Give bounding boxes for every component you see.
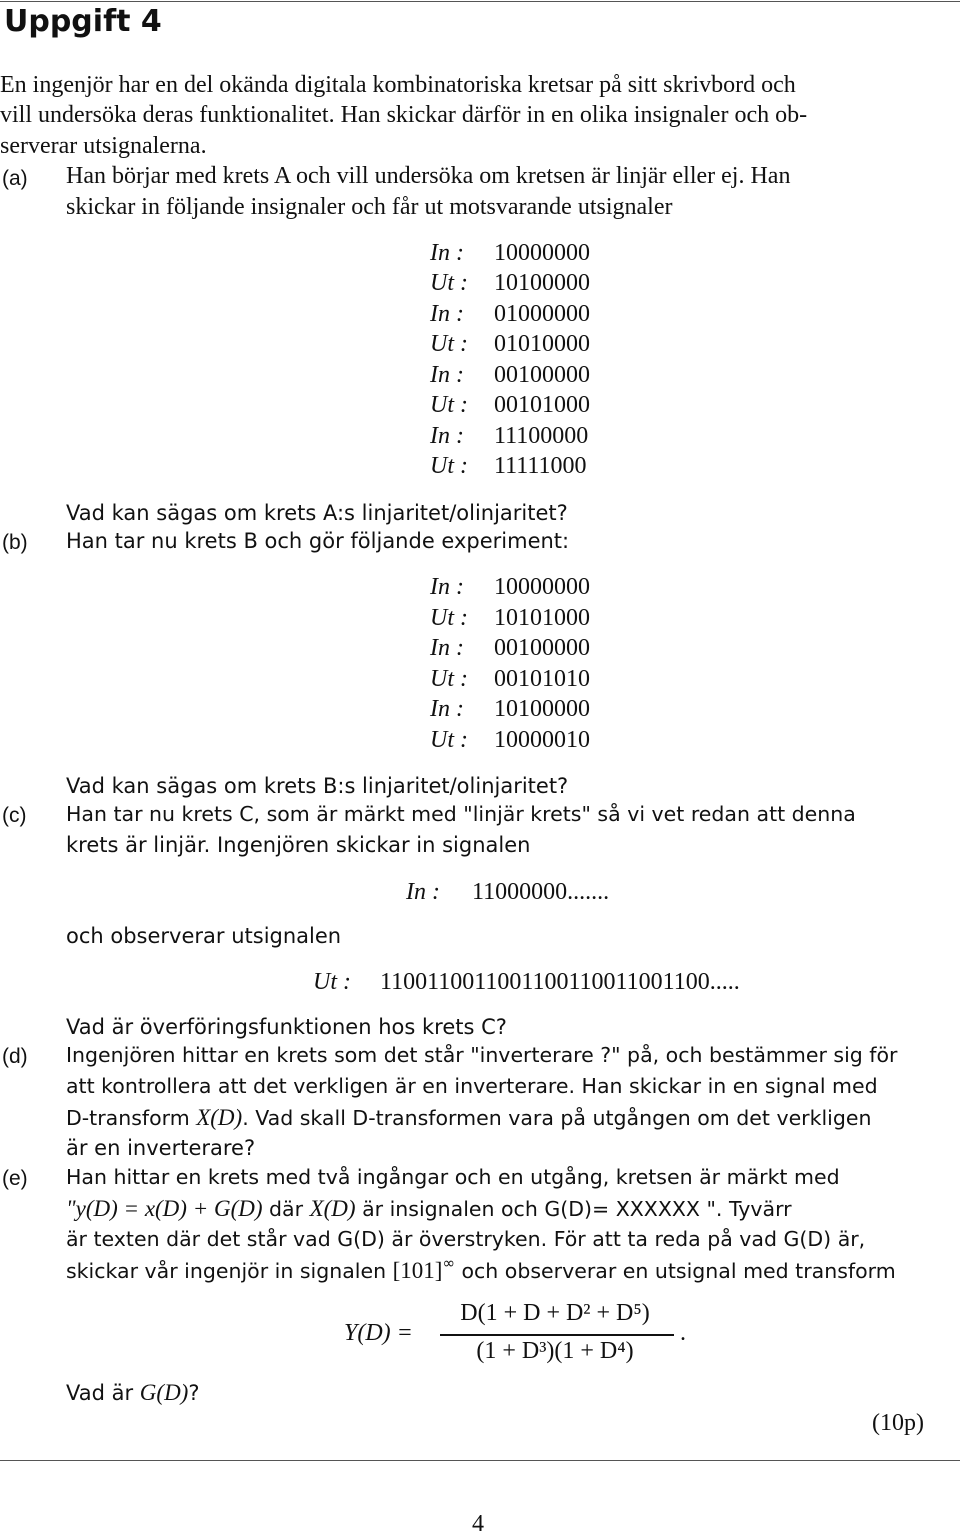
signal-value: 10000000 xyxy=(494,574,590,600)
part-e-line-2-math2: X(D) xyxy=(309,1196,356,1221)
intro-line-1: En ingenjör har en del okända digitala kombinatoriska kretsar på sitt skrivbord och xyxy=(0,72,796,98)
signal-tag: In : xyxy=(430,240,464,266)
part-c-line-1: Han tar nu krets C, som är märkt med "linjär krets" så vi vet redan att denna xyxy=(66,802,856,826)
part-a-line-1: Han börjar med krets A och vill undersöka om kretsen är linjär eller ej. Han xyxy=(66,163,791,189)
fraction-bar xyxy=(440,1334,674,1336)
part-b-label: (b) xyxy=(2,531,28,554)
part-a-label: (a) xyxy=(2,167,28,190)
part-d-line-4: är en inverterare? xyxy=(66,1136,256,1160)
signal-value: 10000010 xyxy=(494,727,590,753)
signal-value: 11100000 xyxy=(494,423,589,449)
part-a-line-2: skickar in följande insignaler och får ut motsvarande utsignaler xyxy=(66,194,673,220)
part-c-label: (c) xyxy=(2,804,27,827)
signal-tag: In : xyxy=(430,574,464,600)
top-rule xyxy=(0,1,960,2)
part-e-line-4-b: och observerar en utsignal med transform xyxy=(454,1259,896,1283)
signal-tag: Ut : xyxy=(430,727,468,753)
signal-value: 10100000 xyxy=(494,696,590,722)
signal-value: 01010000 xyxy=(494,331,590,357)
signal-tag: In : xyxy=(430,635,464,661)
part-d-line-2: att kontrollera att det verkligen är en inverterare. Han skickar in en signal med xyxy=(66,1074,878,1098)
part-e-line-2-b: är insignalen och G(D)= XXXXXX ". Tyvärr xyxy=(355,1197,792,1221)
signal-value: 01000000 xyxy=(494,301,590,327)
signal-tag: In : xyxy=(430,362,464,388)
part-d-line-1: Ingenjören hittar en krets som det står "inverterare ?" på, och bestämmer sig för xyxy=(66,1043,898,1067)
signal-value: 00100000 xyxy=(494,635,590,661)
part-c-observe: och observerar utsignalen xyxy=(66,924,342,948)
part-d-line-3-b: . Vad skall D-transformen vara på utgången om det verkligen xyxy=(242,1106,872,1130)
signal-tag: Ut : xyxy=(430,392,468,418)
part-e-label: (e) xyxy=(2,1167,28,1190)
intro-line-3: serverar utsignalerna. xyxy=(0,133,207,159)
part-b-line: Han tar nu krets B och gör följande experiment: xyxy=(66,529,570,553)
part-e-line-4-math: [101] xyxy=(392,1258,443,1283)
bottom-rule xyxy=(0,1460,960,1461)
signal-tag: Ut : xyxy=(430,331,468,357)
signal-value: 00101010 xyxy=(494,666,590,692)
page-number: 4 xyxy=(472,1511,484,1537)
part-c-line-2: krets är linjär. Ingenjören skickar in signalen xyxy=(66,833,531,857)
signal-value: 10100000 xyxy=(494,270,590,296)
points-label: (10p) xyxy=(872,1410,924,1436)
part-e-line-1: Han hittar en krets med två ingångar och en utgång, kretsen är märkt med xyxy=(66,1165,840,1189)
signal-value: 00100000 xyxy=(494,362,590,388)
equation-lhs: Y(D) = xyxy=(344,1320,413,1346)
signal-value: 00101000 xyxy=(494,392,590,418)
part-e-line-4 xyxy=(66,1254,896,1284)
part-e-line-2 xyxy=(66,1196,792,1222)
signal-tag: In : xyxy=(430,423,464,449)
signal-value: 10101000 xyxy=(494,605,590,631)
part-e-line-4-a: skickar vår ingenjör in signalen xyxy=(66,1259,393,1283)
part-c-in-tag: In : xyxy=(406,879,440,905)
part-c-out-tag: Ut : xyxy=(313,969,351,995)
signal-value: 10000000 xyxy=(494,240,590,266)
equation-period: . xyxy=(680,1320,686,1346)
signal-tag: Ut : xyxy=(430,605,468,631)
signal-tag: In : xyxy=(430,301,464,327)
part-d-line-3 xyxy=(66,1105,872,1131)
equation-numerator: D(1 + D + D² + D⁵) xyxy=(460,1300,650,1326)
part-e-line-3: är texten där det står vad G(D) är överstryken. För att ta reda på vad G(D) är, xyxy=(66,1227,866,1251)
part-c-in-value: 11000000....... xyxy=(472,879,610,905)
part-c-out-value: 1100110011001100110011001100..... xyxy=(380,969,740,995)
signal-tag: Ut : xyxy=(430,270,468,296)
signal-tag: Ut : xyxy=(430,453,468,479)
signal-tag: In : xyxy=(430,696,464,722)
part-e-question xyxy=(66,1380,200,1406)
part-c-question: Vad är överföringsfunktionen hos krets C? xyxy=(66,1015,507,1039)
part-d-line-3-math: X(D) xyxy=(196,1105,243,1130)
part-d-label: (d) xyxy=(2,1045,28,1068)
part-e-question-b: ? xyxy=(188,1381,200,1405)
part-e-line-2-math: "y(D) = x(D) + G(D) xyxy=(66,1196,263,1221)
part-b-question: Vad kan sägas om krets B:s linjaritet/olinjaritet? xyxy=(66,774,569,798)
intro-line-2: vill undersöka deras funktionalitet. Han skickar därför in en olika insignaler och ob- xyxy=(0,102,808,128)
infinity-superscript: ∞ xyxy=(442,1254,455,1272)
signal-tag: Ut : xyxy=(430,666,468,692)
part-d-line-3-a: D-transform xyxy=(66,1106,197,1130)
signal-value: 11111000 xyxy=(494,453,587,479)
equation-denominator: (1 + D³)(1 + D⁴) xyxy=(476,1338,634,1364)
part-e-question-math: G(D) xyxy=(139,1380,189,1405)
part-e-line-2-a: där xyxy=(262,1197,310,1221)
page-title: Uppgift 4 xyxy=(4,4,162,39)
part-a-question: Vad kan sägas om krets A:s linjaritet/olinjaritet? xyxy=(66,501,568,525)
part-e-question-a: Vad är xyxy=(66,1381,140,1405)
